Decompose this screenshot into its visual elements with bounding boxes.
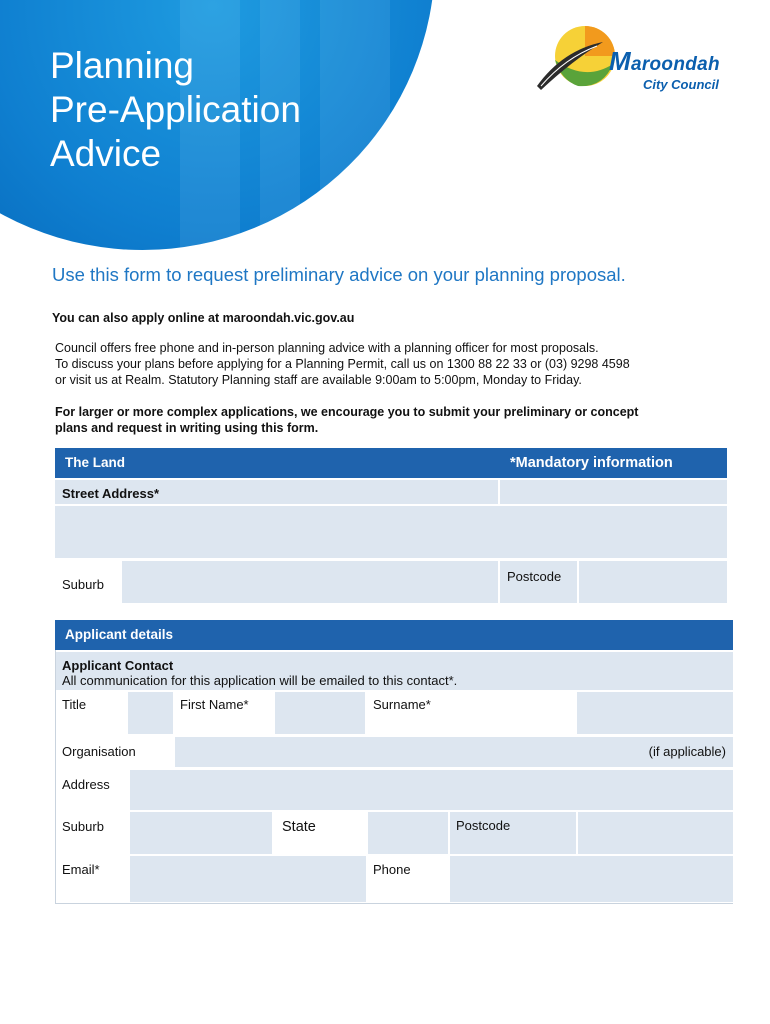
maroondah-logo [533,20,733,100]
page-title-line-3: Advice [50,133,162,174]
intro-body-line-3: or visit us at Realm. Statutory Planning staff are available 9:00am to 5:00pm, Monday to Friday. [55,373,582,387]
title-field[interactable] [128,692,173,734]
land-suburb-label: Suburb [62,577,104,592]
if-applicable-note: (if applicable) [648,744,726,759]
street-address-label: Street Address* [55,480,498,504]
email-label: Email* [62,862,100,877]
applicant-postcode-label: Postcode [450,812,576,854]
intro-heading: Use this form to request preliminary advice on your planning proposal. [52,264,626,285]
page-title-line-2: Pre-Application [50,89,301,130]
applicant-contact-title: Applicant Contact [62,658,174,673]
first-name-label: First Name* [180,697,249,712]
state-field[interactable] [368,812,448,854]
phone-field[interactable] [450,856,733,902]
address-label: Address [62,777,110,792]
land-postcode-field[interactable] [579,561,727,603]
organisation-label: Organisation [62,744,136,759]
page-title-line-1: Planning [50,45,195,86]
logo-wordmark: Maroondah [609,46,720,76]
applicant-contact-block [55,652,733,690]
applicant-contact-note: All communication for this application will be emailed to this contact*. [62,673,458,688]
title-label: Title [62,697,87,712]
hero-streak [320,0,390,250]
email-field[interactable] [130,856,366,902]
applicant-postcode-field[interactable] [578,812,733,854]
surname-label: Surname* [373,697,431,712]
form-frame-left [55,650,56,904]
mandatory-info-header: *Mandatory information [500,448,727,478]
intro-body-line-1: Council offers free phone and in-person planning advice with a planning officer for most proposals. [55,341,599,355]
land-suburb-field[interactable] [122,561,498,603]
state-label: State [282,819,316,835]
address-field[interactable] [130,770,733,810]
applicant-details-header: Applicant details [55,620,733,650]
logo-subtitle: City Council [643,77,719,92]
form-frame-bottom [55,903,733,904]
organisation-field[interactable] [175,737,733,767]
surname-field[interactable] [577,692,733,734]
applicant-suburb-label: Suburb [62,819,104,834]
phone-label: Phone [373,862,411,877]
first-name-field[interactable] [275,692,365,734]
street-address-field[interactable] [55,506,727,558]
intro-body-line-2: To discuss your plans before applying for a Planning Permit, call us on 1300 88 22 33 or (03) 9298 4598 [55,357,630,371]
encourage-line-2: plans and request in writing using this form. [55,421,319,435]
land-postcode-label: Postcode [500,561,577,603]
online-apply-text: You can also apply online at maroondah.vic.gov.au [52,311,355,325]
applicant-suburb-field[interactable] [130,812,272,854]
street-address-label-spacer [500,480,727,504]
the-land-header: The Land [55,448,500,478]
encourage-line-1: For larger or more complex applications, we encourage you to submit your preliminary or concept [55,405,639,419]
